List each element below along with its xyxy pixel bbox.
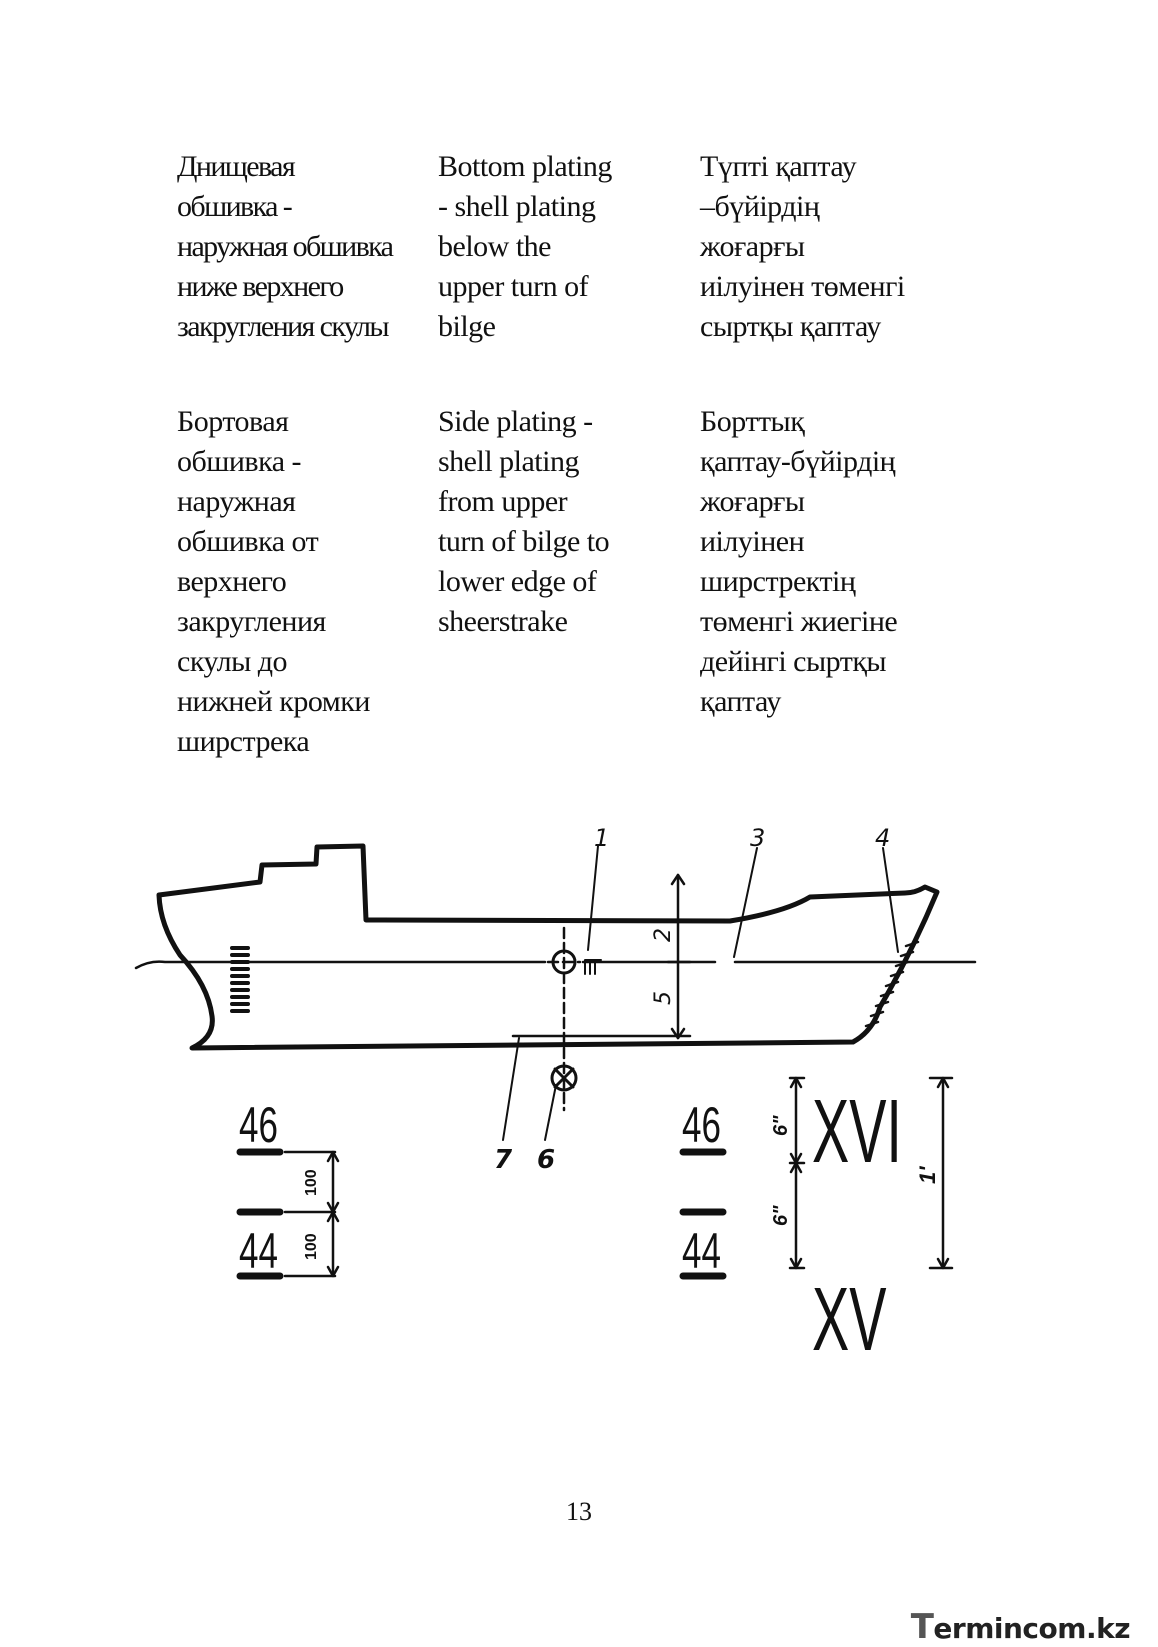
term-line: верхнего: [177, 565, 287, 598]
term-line: Bottom plating: [438, 150, 612, 183]
imperial-mark-44: 44: [682, 1223, 721, 1280]
callout-label-7: 7: [494, 1145, 513, 1175]
metric-spacing-top: 100: [303, 1169, 320, 1196]
term-line: shell plating: [438, 445, 579, 478]
callout-label-1: 1: [594, 824, 610, 852]
site-watermark: [911, 1607, 1130, 1647]
roman-half-bottom: 6": [770, 1205, 792, 1226]
term-line: закругления: [177, 605, 326, 638]
term-line: ниже верхнего: [177, 270, 343, 303]
depth-label-5: 5: [651, 991, 676, 1005]
roman-mark-xv: XV: [812, 1268, 887, 1370]
term-line: иілуінен төменгі: [700, 270, 905, 303]
term-line: закругления скулы: [177, 310, 388, 343]
watermark-name: ermincom: [933, 1612, 1086, 1645]
metric-mark-46: 46: [239, 1097, 278, 1154]
term-line: обшивка от: [177, 525, 319, 558]
term-line: Днищевая: [177, 150, 295, 183]
term-line: иілуінен: [700, 525, 805, 558]
watermark-tld: .kz: [1085, 1612, 1130, 1645]
imperial-mark-46: 46: [682, 1097, 721, 1154]
callout-leader-4: [883, 848, 898, 952]
kazakh-term: [700, 402, 1000, 722]
roman-half-top: 6": [770, 1115, 792, 1136]
term-line: bilge: [438, 310, 496, 343]
depth-dimension-line: [513, 875, 690, 1038]
term-line: обшивка -: [177, 445, 302, 478]
callout-leader-6: [545, 1085, 556, 1140]
russian-term: [177, 147, 427, 347]
term-line: sheerstrake: [438, 605, 568, 638]
term-line: обшивка -: [177, 190, 292, 223]
term-line: below the: [438, 230, 551, 263]
term-line: қаптау: [700, 685, 781, 718]
ship-draft-marks-figure: [120, 820, 1000, 1380]
bow-draft-marks: [232, 948, 248, 1011]
term-line: ширстрека: [177, 725, 310, 758]
term-line: upper turn of: [438, 270, 589, 303]
term-line: наружная обшивка: [177, 230, 393, 263]
term-line: ширстректің: [700, 565, 856, 598]
term-line: жоғарғы: [700, 485, 805, 518]
callout-leader-1: [588, 846, 598, 950]
term-line: төменгі жиегіне: [700, 605, 898, 638]
term-line: жоғарғы: [700, 230, 805, 263]
term-line: қаптау-бүйірдің: [700, 445, 896, 478]
callout-label-4: 4: [875, 824, 891, 852]
term-line: turn of bilge to: [438, 525, 610, 558]
english-term: [438, 147, 693, 347]
kazakh-term: [700, 147, 1000, 347]
roman-mark-xvi: XVI: [812, 1080, 902, 1182]
english-term: [438, 402, 693, 642]
term-line: сыртқы қаптау: [700, 310, 881, 343]
term-line: –бүйірдің: [700, 190, 820, 223]
depth-label-2: 2: [651, 928, 676, 942]
callout-label-6: 6: [537, 1145, 556, 1175]
callout-label-3: 3: [750, 824, 766, 852]
roman-foot: 1': [915, 1166, 940, 1184]
watermark-initial: T: [910, 1607, 934, 1647]
term-line: нижней кромки: [177, 685, 370, 718]
term-line: Түпті қаптау: [700, 150, 857, 183]
term-line: from upper: [438, 485, 568, 518]
russian-term: [177, 402, 427, 762]
metric-spacing-bottom: 100: [303, 1233, 320, 1260]
term-line: скулы до: [177, 645, 288, 678]
term-line: дейінгі сыртқы: [700, 645, 887, 678]
ship-hull-outline: [159, 846, 937, 1048]
term-line: Side plating -: [438, 405, 593, 438]
callout-leader-7: [503, 1038, 519, 1140]
page-number: 13: [566, 1497, 592, 1526]
term-line: Борттық: [700, 405, 805, 438]
term-line: lower edge of: [438, 565, 597, 598]
callout-leader-3: [734, 848, 757, 957]
metric-mark-44: 44: [239, 1223, 278, 1280]
term-line: Бортовая: [177, 405, 289, 438]
term-line: наружная: [177, 485, 296, 518]
term-line: - shell plating: [438, 190, 596, 223]
